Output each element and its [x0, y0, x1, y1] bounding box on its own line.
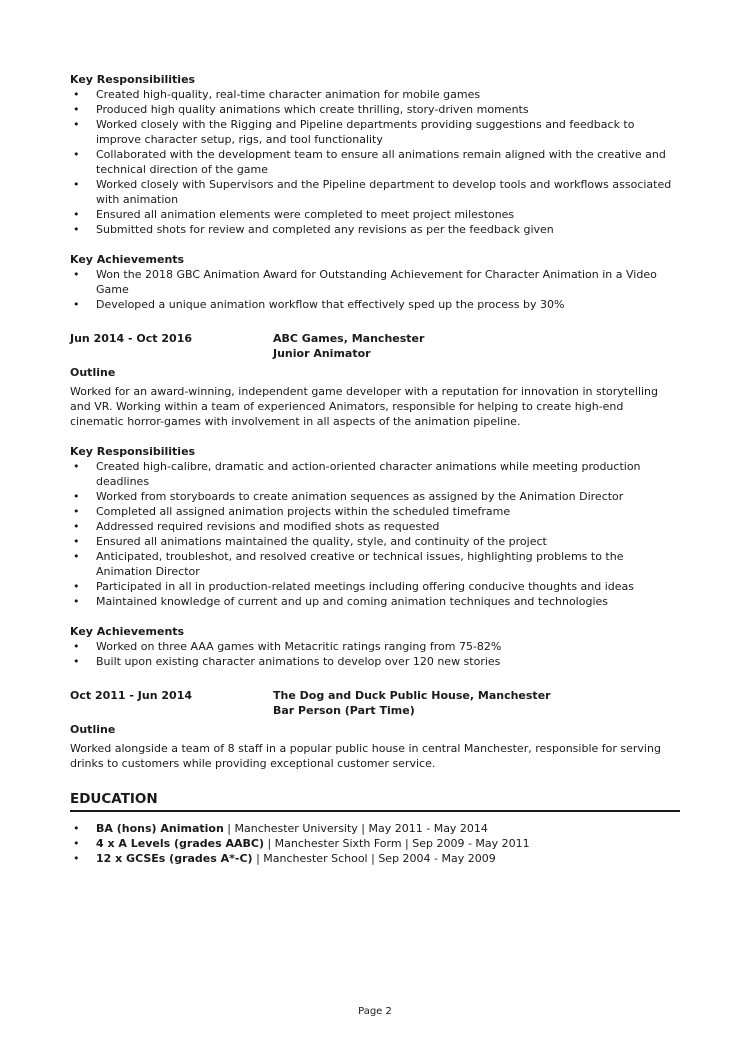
- education-item: [70, 851, 680, 866]
- list-item: • Worked on three AAA games with Metacritic ratings ranging from 75-82%: [70, 639, 680, 654]
- list-item: • Submitted shots for review and completed any revisions as per the feedback given: [70, 222, 680, 237]
- job-dates: Jun 2014 - Oct 2016: [70, 332, 192, 345]
- education-qualification: 4 x A Levels (grades AABC): [96, 837, 264, 850]
- list-item: • Worked from storyboards to create animation sequences as assigned by the Animation Director: [70, 489, 680, 504]
- key-achievements-heading: Key Achievements: [70, 625, 185, 638]
- outline-heading: Outline: [70, 366, 116, 379]
- list-item: • Collaborated with the development team to ensure all animations remain aligned with the creative and technical direction of the game: [70, 147, 680, 177]
- education-section-title: EDUCATION: [70, 791, 680, 812]
- achievements-list: [70, 267, 680, 312]
- list-item: • Ensured all animation elements were completed to meet project milestones: [70, 207, 680, 222]
- list-item: • Addressed required revisions and modified shots as requested: [70, 519, 680, 534]
- list-item: • Worked closely with the Rigging and Pipeline departments providing suggestions and feedback to improve character setup, rigs, and tool functionality: [70, 117, 680, 147]
- education-item: [70, 821, 680, 836]
- responsibilities-list: [70, 459, 680, 609]
- education-details: | Manchester School | Sep 2004 - May 2009: [252, 852, 496, 865]
- education-details: | Manchester Sixth Form | Sep 2009 - May 2011: [263, 837, 530, 850]
- education-list: [70, 821, 680, 866]
- list-item: • Won the 2018 GBC Animation Award for Outstanding Achievement for Character Animation in a Video Game: [70, 267, 680, 297]
- job-company: ABC Games, Manchester: [273, 332, 425, 345]
- job-header: [70, 688, 680, 718]
- key-achievements-heading: Key Achievements: [70, 253, 185, 266]
- job-company-role: [273, 331, 424, 361]
- outline-text: Worked for an award-winning, independent game developer with a reputation for innovation in storytelling and VR. Working within a team of experienced Animators, responsible for helping to create high-end cinematic horror-games with involvement in all aspects of the animation pipeline.: [70, 385, 659, 428]
- job-role: Bar Person (Part Time): [273, 704, 415, 717]
- education-qualification: BA (hons) Animation: [96, 822, 224, 835]
- list-item: • Produced high quality animations which create thrilling, story-driven moments: [70, 102, 680, 117]
- job-header: [70, 331, 680, 361]
- job-company-role: [273, 688, 551, 718]
- list-item: • Ensured all animations maintained the quality, style, and continuity of the project: [70, 534, 680, 549]
- list-item: • Created high-calibre, dramatic and action-oriented character animations while meeting production deadlines: [70, 459, 680, 489]
- education-item: [70, 836, 680, 851]
- outline-heading: Outline: [70, 723, 116, 736]
- list-item: • Completed all assigned animation projects within the scheduled timeframe: [70, 504, 680, 519]
- list-item: • Built upon existing character animations to develop over 120 new stories: [70, 654, 680, 669]
- outline-text: Worked alongside a team of 8 staff in a popular public house in central Manchester, responsible for serving drinks to customers while providing exceptional customer service.: [70, 742, 661, 770]
- job-dates: Oct 2011 - Jun 2014: [70, 689, 192, 702]
- responsibilities-list: [70, 87, 680, 237]
- list-item: • Participated in all in production-related meetings including offering conducive thoughts and ideas: [70, 579, 680, 594]
- list-item: • Anticipated, troubleshot, and resolved creative or technical issues, highlighting problems to the Animation Director: [70, 549, 680, 579]
- education-qualification: 12 x GCSEs (grades A*-C): [96, 852, 253, 865]
- list-item: • Created high-quality, real-time character animation for mobile games: [70, 87, 680, 102]
- job-role: Junior Animator: [273, 347, 371, 360]
- key-responsibilities-heading: Key Responsibilities: [70, 445, 196, 458]
- page-content: [70, 72, 680, 866]
- list-item: • Maintained knowledge of current and up and coming animation techniques and technologies: [70, 594, 680, 609]
- list-item: • Worked closely with Supervisors and the Pipeline department to develop tools and workflows associated with animation: [70, 177, 680, 207]
- achievements-list: [70, 639, 680, 669]
- education-details: | Manchester University | May 2011 - May 2014: [223, 822, 488, 835]
- list-item: • Developed a unique animation workflow that effectively sped up the process by 30%: [70, 297, 680, 312]
- job-company: The Dog and Duck Public House, Manchester: [273, 689, 551, 702]
- page-number: Page 2: [358, 1006, 392, 1017]
- key-responsibilities-heading: Key Responsibilities: [70, 73, 196, 86]
